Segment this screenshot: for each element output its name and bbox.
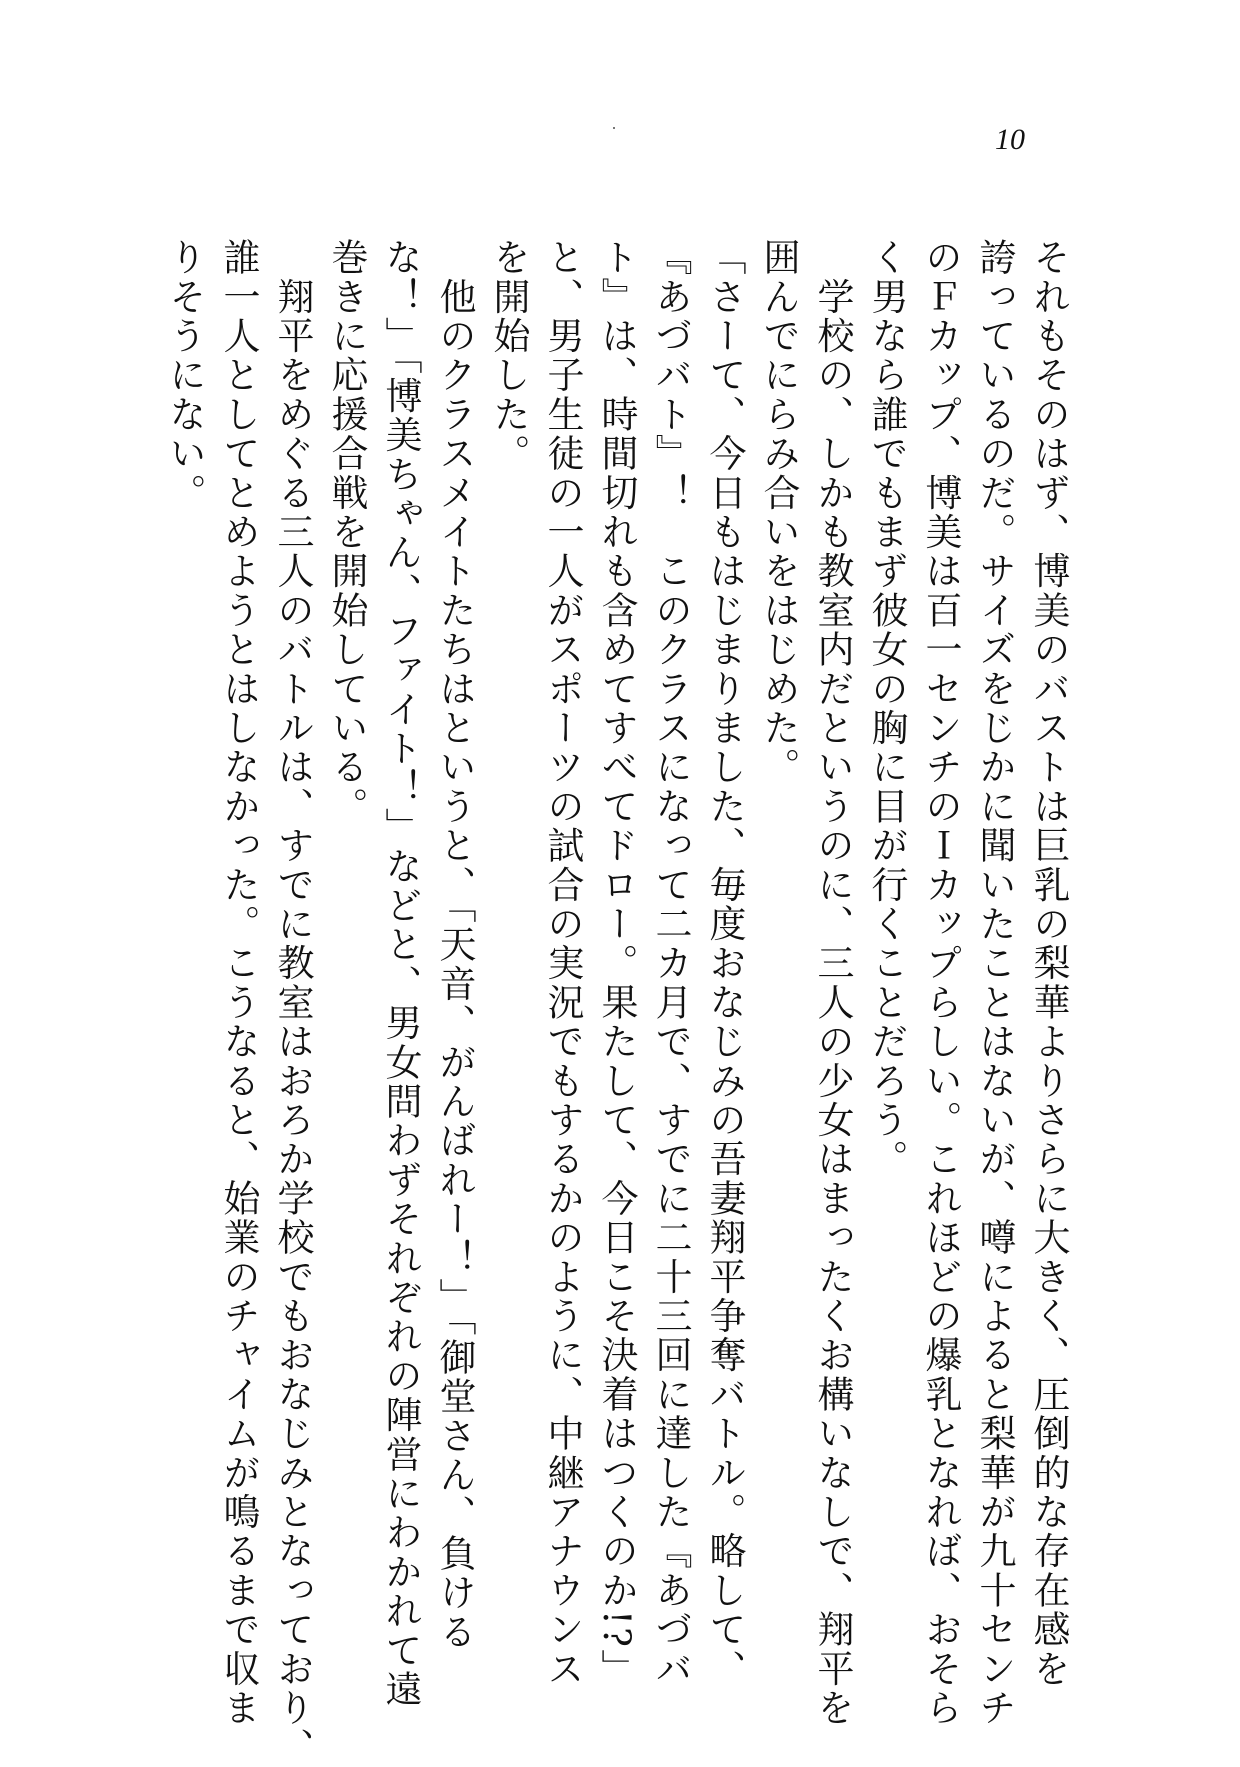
text-line: 巻きに応援合戦を開始している。 (325, 238, 368, 826)
text-line: く男なら誰でもまず彼女の胸に目が行くことだろう。 (865, 238, 908, 1179)
text-line: 翔平をめぐる三人のバトルは、すでに教室はおろか学校でもおなじみとなっており、 (271, 238, 314, 1767)
scan-speck (613, 127, 615, 129)
text-line: ト』は、時間切れも含めてすべてドロー。果たして、今日こそ決着はつくのか!?」 (595, 238, 638, 1689)
text-line: 『あづバト』！ このクラスになって二カ月で、すでに二十三回に達した『あづバ (649, 238, 692, 1689)
text-line: りそうにない。 (163, 238, 206, 513)
body-text (145, 238, 1075, 1767)
page-number: 10 (995, 123, 1025, 156)
text-line: な！」「博美ちゃん、ファイト！」などと、男女問わずそれぞれの陣営にわかれて遠 (379, 238, 422, 1710)
text-line: と、男子生徒の一人がスポーツの試合の実況でもするかのように、中継アナウンス (541, 238, 584, 1689)
text-line: を開始した。 (487, 238, 530, 474)
text-line: のＦカップ、博美は百一センチのＩカップらしい。これほどの爆乳となれば、おそら (919, 238, 962, 1728)
text-line: 囲んでにらみ合いをはじめた。 (757, 238, 800, 787)
text-line: それもそのはず、博美のバストは巨乳の梨華よりさらに大きく、圧倒的な存在感を (1027, 238, 1070, 1689)
text-line: 「さーて、今日もはじまりました、毎度おなじみの吾妻翔平争奪バトル。略して、 (703, 238, 746, 1689)
text-line: 他のクラスメイトたちはというと、「天音、がんばれー！」「御堂さん、負ける (433, 238, 476, 1652)
text-line: 誰一人としてとめようとはしなかった。こうなると、始業のチャイムが鳴るまで収ま (217, 238, 260, 1728)
text-line: 誇っているのだ。サイズをじかに聞いたことはないが、噂によると梨華が九十センチ (973, 238, 1016, 1728)
text-line: 学校の、しかも教室内だというのに、三人の少女はまったくお構いなしで、翔平を (811, 238, 854, 1728)
